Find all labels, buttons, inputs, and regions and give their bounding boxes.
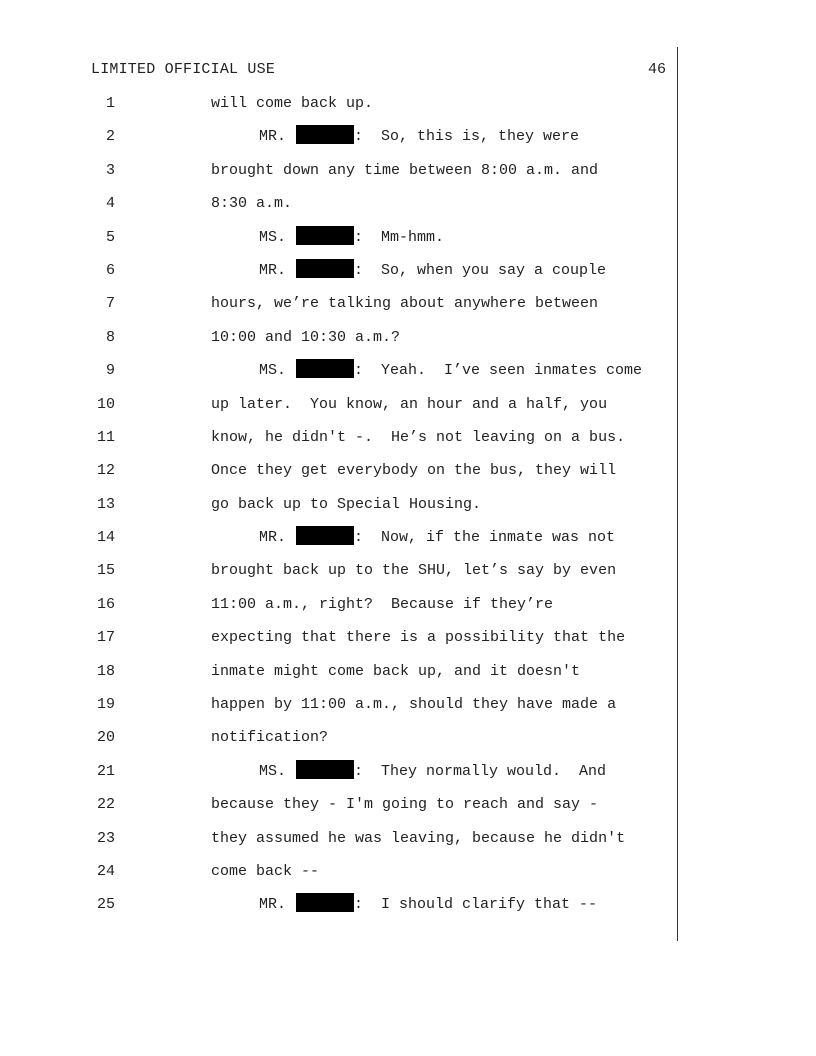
line-number: 6 bbox=[105, 261, 115, 279]
line-text bbox=[211, 822, 625, 855]
line-body: they assumed he was leaving, because he didn't bbox=[211, 829, 626, 847]
transcript-line bbox=[0, 521, 816, 554]
line-number: 14 bbox=[96, 529, 115, 547]
line-number: 1 bbox=[105, 95, 115, 112]
line-body: will come back up. bbox=[211, 95, 374, 112]
transcript-line bbox=[0, 488, 816, 521]
line-body: Once they get everybody on the bus, they will bbox=[211, 462, 617, 480]
line-text bbox=[211, 421, 625, 454]
line-body: hours, we’re talking about anywhere between bbox=[211, 295, 599, 313]
line-body: : So, this is, they were bbox=[354, 128, 580, 146]
line-number: 7 bbox=[105, 295, 115, 313]
line-text bbox=[211, 154, 598, 187]
line-number: 21 bbox=[96, 762, 115, 780]
speaker-title: MS. bbox=[259, 762, 287, 780]
line-body: : Yeah. I’ve seen inmates come bbox=[354, 362, 643, 380]
line-text bbox=[211, 655, 580, 688]
line-number: 18 bbox=[96, 662, 115, 680]
redaction-box bbox=[296, 760, 354, 779]
line-number: 19 bbox=[96, 696, 115, 714]
line-text bbox=[211, 488, 481, 521]
line-body: know, he didn't -. He’s not leaving on a bus. bbox=[211, 428, 626, 446]
line-text bbox=[211, 187, 292, 220]
transcript-line bbox=[0, 788, 816, 821]
line-body: go back up to Special Housing. bbox=[211, 495, 482, 513]
line-body: inmate might come back up, and it doesn't bbox=[211, 662, 581, 680]
line-text bbox=[259, 888, 597, 921]
line-text bbox=[211, 388, 607, 421]
transcript-line bbox=[0, 655, 816, 688]
transcript-body bbox=[0, 87, 816, 922]
line-number: 20 bbox=[96, 729, 115, 747]
line-text bbox=[211, 454, 616, 487]
line-number: 13 bbox=[96, 495, 115, 513]
line-text bbox=[259, 120, 579, 153]
line-body: happen by 11:00 a.m., should they have made a bbox=[211, 696, 617, 714]
line-text bbox=[259, 755, 606, 788]
speaker-title: MS. bbox=[259, 228, 287, 246]
redaction-box bbox=[296, 259, 354, 278]
line-text bbox=[211, 721, 328, 754]
transcript-line bbox=[0, 221, 816, 254]
line-text bbox=[211, 621, 625, 654]
line-text bbox=[211, 855, 319, 888]
line-number: 22 bbox=[96, 796, 115, 814]
line-body: up later. You know, an hour and a half, you bbox=[211, 395, 608, 413]
line-text bbox=[259, 354, 642, 387]
line-number: 23 bbox=[96, 829, 115, 847]
line-text bbox=[211, 688, 616, 721]
line-number: 10 bbox=[96, 395, 115, 413]
line-body: because they - I'm going to reach and say - bbox=[211, 796, 599, 814]
transcript-line bbox=[0, 855, 816, 888]
line-body: expecting that there is a possibility that the bbox=[211, 629, 626, 647]
line-text bbox=[211, 287, 598, 320]
line-text bbox=[211, 87, 373, 120]
line-text bbox=[259, 521, 615, 554]
line-body: brought down any time between 8:00 a.m. and bbox=[211, 161, 599, 179]
speaker-title: MR. bbox=[259, 128, 287, 146]
line-number: 3 bbox=[105, 161, 115, 179]
line-text bbox=[211, 788, 598, 821]
line-body: come back -- bbox=[211, 862, 320, 880]
transcript-line bbox=[0, 187, 816, 220]
transcript-line bbox=[0, 588, 816, 621]
transcript-line bbox=[0, 554, 816, 587]
line-number: 5 bbox=[105, 228, 115, 246]
line-text bbox=[259, 254, 606, 287]
transcript-line bbox=[0, 287, 816, 320]
line-number: 17 bbox=[96, 629, 115, 647]
line-number: 24 bbox=[96, 862, 115, 880]
transcript-line bbox=[0, 888, 816, 921]
redaction-box bbox=[296, 526, 354, 545]
transcript-line bbox=[0, 354, 816, 387]
line-number: 9 bbox=[105, 362, 115, 380]
line-number: 2 bbox=[105, 128, 115, 146]
line-text bbox=[211, 588, 553, 621]
transcript-line bbox=[0, 254, 816, 287]
transcript-line bbox=[0, 388, 816, 421]
redaction-box bbox=[296, 893, 354, 912]
redaction-box bbox=[296, 359, 354, 378]
line-number: 15 bbox=[96, 562, 115, 580]
line-body: : Now, if the inmate was not bbox=[354, 529, 616, 547]
speaker-title: MR. bbox=[259, 529, 287, 547]
line-body: 10:00 and 10:30 a.m.? bbox=[211, 328, 401, 346]
line-number: 16 bbox=[96, 595, 115, 613]
transcript-line bbox=[0, 621, 816, 654]
line-number: 11 bbox=[96, 428, 115, 446]
redaction-box bbox=[296, 226, 354, 245]
line-body: notification? bbox=[211, 729, 329, 747]
line-body: : So, when you say a couple bbox=[354, 261, 607, 279]
transcript-line bbox=[0, 421, 816, 454]
line-number: 12 bbox=[96, 462, 115, 480]
transcript-line bbox=[0, 454, 816, 487]
line-body: : They normally would. And bbox=[354, 762, 607, 780]
page-header-title: LIMITED OFFICIAL USE bbox=[91, 61, 276, 78]
speaker-title: MR. bbox=[259, 261, 287, 279]
line-number: 8 bbox=[105, 328, 115, 346]
line-text bbox=[211, 554, 616, 587]
transcript-line bbox=[0, 755, 816, 788]
line-body: brought back up to the SHU, let’s say by even bbox=[211, 562, 617, 580]
transcript-line bbox=[0, 721, 816, 754]
transcript-line bbox=[0, 688, 816, 721]
transcript-line bbox=[0, 120, 816, 153]
line-body: : I should clarify that -- bbox=[354, 896, 598, 914]
speaker-title: MR. bbox=[259, 896, 287, 914]
transcript-line bbox=[0, 321, 816, 354]
transcript-line bbox=[0, 822, 816, 855]
line-text bbox=[211, 321, 400, 354]
line-number: 25 bbox=[96, 896, 115, 914]
page-number: 46 bbox=[648, 61, 667, 78]
line-text bbox=[259, 221, 444, 254]
speaker-title: MS. bbox=[259, 362, 287, 380]
transcript-line bbox=[0, 87, 816, 120]
redaction-box bbox=[296, 125, 354, 144]
line-body: 11:00 a.m., right? Because if they’re bbox=[211, 595, 554, 613]
line-body: 8:30 a.m. bbox=[211, 195, 293, 213]
line-body: : Mm-hmm. bbox=[354, 228, 445, 246]
line-number: 4 bbox=[105, 195, 115, 213]
transcript-line bbox=[0, 154, 816, 187]
